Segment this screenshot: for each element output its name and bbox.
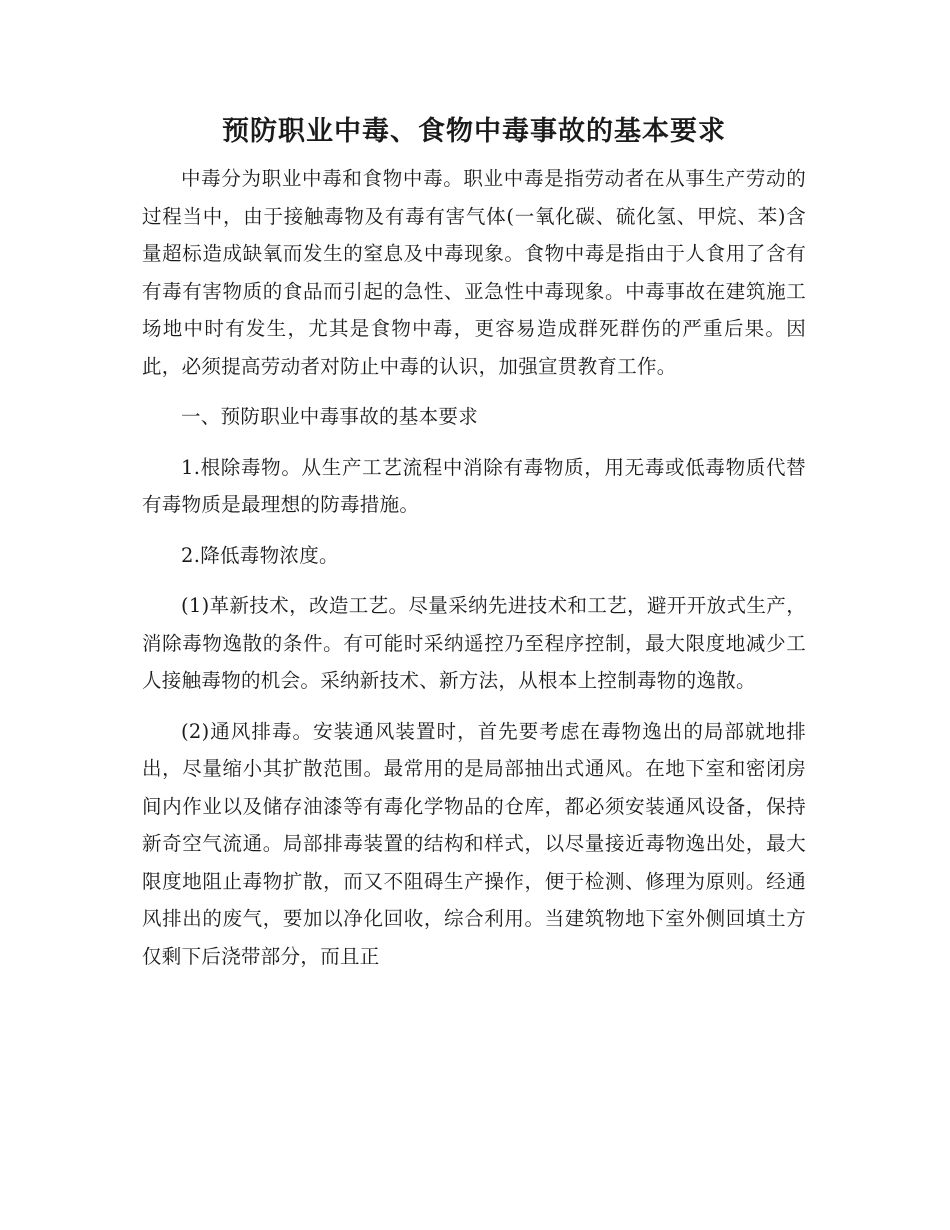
section-heading-occupational: 一、预防职业中毒事故的基本要求 (181, 405, 479, 428)
document-title: 预防职业中毒、食物中毒事故的基本要求 (222, 116, 726, 147)
paragraph-ventilation: (2)通风排毒。安装通风装置时，首先要考虑在毒物逸出的局部就地排出，尽量缩小其扩散范围。最常用的是局部抽出式通风。在地下室和密闭房间内作业以及储存油漆等有毒化学物品的仓库，都必须安装通风设备，保持新奇空气流通。局部排毒装置的结构和样式，以尽量接近毒物逸出处，最大限度地阻止毒物扩散，而又不阻碍生产操作，便于检测、修理为原则。经通风排出的废气，要加以净化回收，综合利用。当建筑物地下室外侧回填土方仅剩下后浇带部分，而且正 (142, 719, 806, 968)
paragraph-innovate-technology: (1)革新技术，改造工艺。尽量采纳先进技术和工艺，避开开放式生产，消除毒物逸散的条件。有可能时采纳遥控乃至程序控制，最大限度地减少工人接触毒物的机会。采纳新技术、新方法，从根本上控制毒物的逸散。 (142, 594, 806, 692)
paragraph-eliminate-toxins: 1.根除毒物。从生产工艺流程中消除有毒物质，用无毒或低毒物质代替有毒物质是最理想的防毒措施。 (142, 455, 806, 516)
paragraph-intro: 中毒分为职业中毒和食物中毒。职业中毒是指劳动者在从事生产劳动的过程当中，由于接触毒物及有毒有害气体(一氧化碳、硫化氢、甲烷、苯)含量超标造成缺氧而发生的窒息及中毒现象。食物中毒是指由于人食用了含有有毒有害物质的食品而引起的急性、亚急性中毒现象。中毒事故在建筑施工场地中时有发生，尤其是食物中毒，更容易造成群死群伤的严重后果。因此，必须提高劳动者对防止中毒的认识，加强宣贯教育工作。 (142, 167, 806, 378)
paragraph-reduce-concentration: 2.降低毒物浓度。 (181, 543, 339, 567)
document-page (142, 0, 806, 975)
